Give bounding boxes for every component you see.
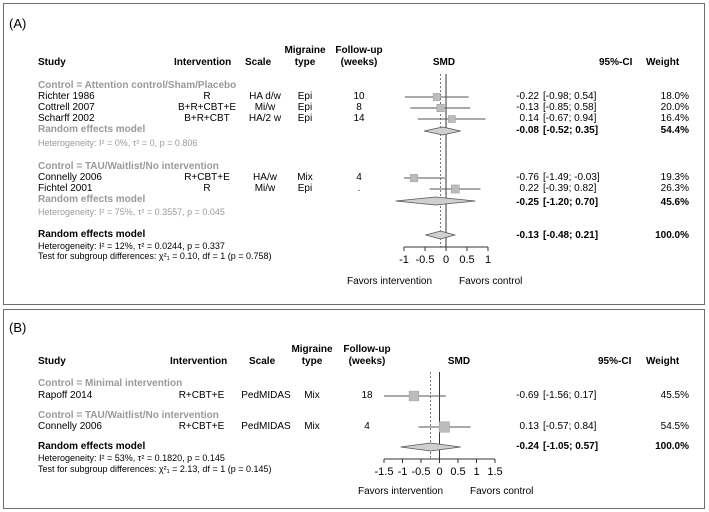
study-weight: 20.0% <box>660 102 689 113</box>
subgroup-heterogeneity: Heterogeneity: I² = 75%, τ² = 0.3557, p = 0.045 <box>38 207 225 217</box>
overall-weight: 100.0% <box>655 441 689 452</box>
study-smd: -0.22 <box>516 91 539 102</box>
subgroup-title: Control = TAU/Waitlist/No intervention <box>38 161 219 172</box>
study-smd: -0.76 <box>516 172 539 183</box>
study-followup: 14 <box>353 113 365 124</box>
overall-random-effects-label: Random effects model <box>38 441 146 452</box>
header-migraine: Migraine <box>291 344 333 355</box>
overall-random-effects-label: Random effects model <box>38 229 146 240</box>
study-intervention: R+CBT+E <box>178 390 225 401</box>
study-intervention: B+R+CBT <box>184 113 230 124</box>
study-effect-square <box>439 422 449 432</box>
study-ci: [-1.49; -0.03] <box>543 172 600 183</box>
favors-control-label: Favors control <box>459 276 523 287</box>
study-type: Epi <box>297 102 313 113</box>
subgroup-smd: -0.25 <box>516 197 539 208</box>
study-followup: 10 <box>353 91 365 102</box>
study-type: Epi <box>297 183 313 194</box>
study-smd: -0.69 <box>516 390 539 401</box>
study-effect-square <box>437 104 444 111</box>
study-name: Cottrell 2007 <box>38 102 95 113</box>
overall-ci: [-1.05; 0.57] <box>543 441 599 452</box>
x-axis-tick-label: 0.5 <box>459 254 475 266</box>
header-intervention: Intervention <box>170 356 228 367</box>
overall-diamond <box>426 231 455 239</box>
overall-heterogeneity: Heterogeneity: I² = 53%, τ² = 0.1820, p = 0.145 <box>38 453 225 463</box>
header-intervention: Intervention <box>174 57 232 68</box>
study-ci: [-0.57; 0.84] <box>543 421 597 432</box>
favors-intervention-label: Favors intervention <box>347 276 433 287</box>
subgroup-random-effects-label: Random effects model <box>38 194 146 205</box>
study-intervention: R <box>203 91 211 102</box>
subgroup-diamond <box>424 127 461 135</box>
study-smd: -0.13 <box>516 102 539 113</box>
header-study: Study <box>38 57 66 68</box>
header-type: type <box>294 57 316 68</box>
x-axis-tick-label: 0 <box>442 254 450 266</box>
x-axis-tick-label: 0.5 <box>450 466 466 478</box>
study-scale: PedMIDAS <box>241 390 291 401</box>
x-axis-tick-label: 1 <box>484 254 492 266</box>
study-name: Connelly 2006 <box>38 421 102 432</box>
study-smd: 0.22 <box>519 183 539 194</box>
study-effect-square <box>451 185 459 193</box>
study-weight: 19.3% <box>660 172 689 183</box>
study-name: Rapoff 2014 <box>38 390 93 401</box>
subgroup-differences-test: Test for subgroup differences: χ²₁ = 0.10, df = 1 (p = 0.758) <box>38 251 272 261</box>
overall-smd: -0.13 <box>516 230 539 241</box>
study-followup: 4 <box>356 172 362 183</box>
favors-control-label: Favors control <box>470 486 534 497</box>
study-followup: 4 <box>364 421 370 432</box>
header-ci: 95%-CI <box>599 57 633 68</box>
study-weight: 18.0% <box>660 91 689 102</box>
study-weight: 54.5% <box>660 421 689 432</box>
study-type: Mix <box>304 390 320 401</box>
header-migraine: Migraine <box>284 45 326 56</box>
subgroup-random-effects-label: Random effects model <box>38 124 146 135</box>
study-name: Scharff 2002 <box>38 113 95 124</box>
forest-plot-panel-a <box>3 3 705 305</box>
study-weight: 26.3% <box>660 183 689 194</box>
study-weight: 45.5% <box>660 390 689 401</box>
study-ci: [-0.67; 0.94] <box>543 113 597 124</box>
study-effect-square <box>410 174 417 181</box>
study-type: Epi <box>297 113 313 124</box>
subgroup-weight: 54.4% <box>660 125 689 136</box>
study-followup: 8 <box>356 102 362 113</box>
subgroup-heterogeneity: Heterogeneity: I² = 0%, τ² = 0, p = 0.806 <box>38 138 198 148</box>
study-weight: 16.4% <box>660 113 689 124</box>
study-type: Epi <box>297 91 313 102</box>
subgroup-diamond <box>396 197 476 205</box>
study-effect-square <box>409 391 419 401</box>
overall-weight: 100.0% <box>655 230 689 241</box>
x-axis-tick-label: 0 <box>436 466 443 478</box>
subgroup-ci: [-1.20; 0.70] <box>543 197 599 208</box>
study-effect-square <box>433 93 440 100</box>
study-type: Mix <box>304 421 320 432</box>
header-smd: SMD <box>447 356 471 367</box>
study-intervention: R+CBT+E <box>178 421 225 432</box>
header-weight: Weight <box>646 57 680 68</box>
header-weeks: (weeks) <box>348 356 386 367</box>
study-scale: PedMIDAS <box>241 421 291 432</box>
subgroup-title: Control = Minimal intervention <box>38 378 183 389</box>
header-scale: Scale <box>245 57 272 68</box>
header-weight: Weight <box>646 356 680 367</box>
study-scale: HA d/w <box>249 91 281 102</box>
forest-plot-panel-b <box>3 309 705 509</box>
x-axis-tick-label: -1 <box>397 466 408 478</box>
study-scale: Mi/w <box>254 183 276 194</box>
subgroup-weight: 45.6% <box>660 197 689 208</box>
header-followup: Follow-up <box>343 344 391 355</box>
study-name: Fichtel 2001 <box>38 183 93 194</box>
header-scale: Scale <box>249 356 276 367</box>
study-intervention: R <box>203 183 211 194</box>
subgroup-ci: [-0.52; 0.35] <box>543 125 599 136</box>
study-scale: HA/w <box>253 172 277 183</box>
forest-plot-a <box>4 4 704 304</box>
overall-diamond <box>401 443 461 451</box>
x-axis-tick-label: 1 <box>473 466 480 478</box>
x-axis-tick-label: -0.5 <box>415 254 435 266</box>
study-followup: 18 <box>361 390 373 401</box>
study-ci: [-0.85; 0.58] <box>543 102 597 113</box>
study-type: Mix <box>297 172 313 183</box>
header-ci: 95%-CI <box>598 356 632 367</box>
x-axis-tick-label: -1.5 <box>374 466 394 478</box>
panel-label: (B) <box>9 320 27 335</box>
overall-heterogeneity: Heterogeneity: I² = 12%, τ² = 0.0244, p = 0.337 <box>38 241 225 251</box>
header-weeks: (weeks) <box>340 57 378 68</box>
study-name: Richter 1986 <box>38 91 95 102</box>
study-followup: . <box>357 183 361 194</box>
panel-label: (A) <box>9 16 27 31</box>
overall-smd: -0.24 <box>516 441 539 452</box>
forest-plot-b <box>4 310 704 508</box>
subgroup-differences-test: Test for subgroup differences: χ²₁ = 2.13, df = 1 (p = 0.145) <box>38 464 272 474</box>
header-study: Study <box>38 356 66 367</box>
study-intervention: B+R+CBT+E <box>177 102 237 113</box>
header-followup: Follow-up <box>335 45 383 56</box>
favors-intervention-label: Favors intervention <box>358 486 444 497</box>
x-axis-tick-label: -0.5 <box>411 466 431 478</box>
subgroup-title: Control = Attention control/Sham/Placebo <box>38 80 237 91</box>
study-smd: 0.14 <box>519 113 539 124</box>
x-axis-tick-label: -1 <box>399 254 409 266</box>
study-name: Connelly 2006 <box>38 172 102 183</box>
header-type: type <box>301 356 323 367</box>
study-ci: [-0.39; 0.82] <box>543 183 597 194</box>
subgroup-title: Control = TAU/Waitlist/No intervention <box>38 410 219 421</box>
x-axis-tick-label: 1.5 <box>487 466 503 478</box>
study-scale: Mi/w <box>254 102 276 113</box>
study-scale: HA/2 w <box>248 113 282 124</box>
study-smd: 0.13 <box>519 421 539 432</box>
study-effect-square <box>448 115 455 122</box>
overall-ci: [-0.48; 0.21] <box>543 230 599 241</box>
study-ci: [-1.56; 0.17] <box>543 390 597 401</box>
header-smd: SMD <box>432 57 456 68</box>
study-ci: [-0.98; 0.54] <box>543 91 597 102</box>
study-intervention: R+CBT+E <box>184 172 230 183</box>
subgroup-smd: -0.08 <box>516 125 539 136</box>
